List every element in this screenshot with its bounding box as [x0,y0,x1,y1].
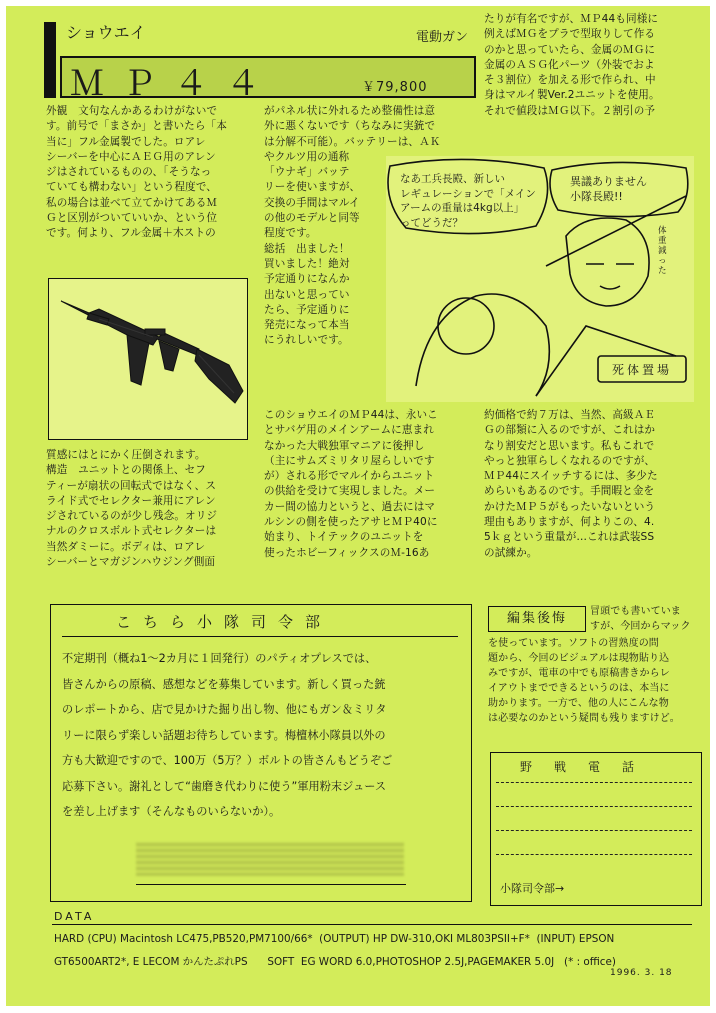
speech-bubble-left: なあ工兵長殿、新しい レギュレーションで「メイン アームの重量は4kg以上」 ってどうだ？ [400,173,536,229]
data-divider [52,924,692,925]
page-title: ＭＰ４４ [70,64,278,104]
brand-name: ショウエイ [66,23,146,42]
newsletter-page [6,6,710,1006]
afterword-text-right: 冒頭でも書いていま すが、今回からマック [590,606,691,632]
article-col2-top: がパネル状に外れるため整備性は意 外に悪くないです（ちなみに実銃で は分解不可能）。バッテリーは、ＡＫ やクルツ用の通称 「ウナギ」バッテ リーを使いますが、 交換の手間はマルイ の他のモデルと同等 程度です。 総括 出ました！ 買いました！絶対 予定通りになんか 出ないと思ってい たら、予定通りに 発売になって本当 にうれしいです。 [264,105,441,347]
phone-line-1 [496,782,692,783]
notice-title: こちら小隊司令部 [116,613,333,631]
redacted-signature [136,842,404,876]
product-price: ￥79,800 [362,80,428,95]
afterword-label: 編集後悔 [488,606,586,632]
rifle-icon [49,279,247,439]
field-phone-footer: 小隊司令部→ [500,882,565,895]
article-col3-bottom: 約価格で約７万は、当然、高級ＡＥ Ｇの部類に入るのですが、これはか なり割安だと思います。私もこれで やっと独軍らしくなれるのですが、 ＭＰ44にスイッチするには、多少た めらいもあるのです。手間暇と金を かけたＭＰ５がもったいないという 理由もありますが、何よりこの、4. 5ｋｇという重量が…これは武装SS の試練か。 [484,409,658,559]
data-line-1: HARD (CPU) Macintosh LC475,PB520,PM7100/66* (OUTPUT) HP DW-310,OKI ML803PSII+F* (INPUT) EPSON [54,933,615,945]
notice-title-divider [62,636,458,637]
cartoon-side-note: 体 重 減 っ た [658,226,667,276]
article-wide-text: このショウエイのＭＰ44は、永いこ とサバゲ用のメインアームに恵まれ なかった大戦独軍マニアに後押し （主にサムズミリタリ屋らしいです が）される形でマルイからユニット の供給を受けて実現しました。メー カー間の協力というと、過去にはマ ルシンの側を使ったアサヒＭＰ40に 始まり、トイテックのユニットを 使ったホビーフィックスのＭ-16あ [264,409,438,559]
article-col1-bottom: 質感にはとにかく圧倒されます。 構造 ユニットとの関係上、セフ ティーが扇状の回転式ではなく、ス ライド式でセレクター兼用にアレン ジされているのが少し残念。オリジ ナルのクロスボルト式セレクターは 当然ダミーに。ボディは、ロアレ シーバーとマガジンハウジング側面 [46,449,218,569]
issue-date: 1996. 3. 18 [610,968,673,978]
data-label: DATA [54,910,95,923]
phone-line-4 [496,854,692,855]
cartoon-illustration [386,156,694,402]
phone-line-2 [496,806,692,807]
data-line-2: GT6500ART2*, E LECOM かんたぷれPS SOFT EG WORD 6.0,PHOTOSHOP 2.5J,PAGEMAKER 5.0J (* : office) [54,956,616,968]
product-category: 電動ガン [416,30,469,45]
rifle-photo [48,278,248,440]
article-col3-top: たりが有名ですが、ＭＰ44も同様に 例えばＭＧをプラで型取りして作る のかと思っていたら、金属のＭＧに 金属のＡＳＧ化パーツ（外装でおよ そ３割位）を加える形で作られ、中 身はマルイ製Ver.2ユニットを使用。 それで値段はＭＧ以下。２割引の予 [484,13,660,117]
article-col1-top: 外観 文句なんかあるわけがないで す。前号で「まさか」と書いたら「本 当に」フル金属製でした。ロアレ シーバーを中心にＡＥＧ用のアレン ジはされているものの、「そうなっ ていても構わない」という程度で、 私の場合は並べて立てかけてあるＭ Ｇと区別がついていいか、という位 です。何より、フル金属＋木ストの [46,105,227,240]
title-bar-accent [44,22,56,98]
field-phone-title: 野戦電話 [520,760,657,774]
speech-bubble-right: 異議ありません 小隊長殿!! [570,175,647,203]
afterword-text: を使っています。ソフトの習熟度の問 題から、今回のビジュアルは現物貼り込 みですが、電車の中でも原稿書きからレ イアウトまでできるというのは、本当に 助かります。一方で、他の人にこんな物 は必要なのかという疑問も残りますけど。 [488,638,680,724]
signature-line [136,884,406,885]
phone-line-3 [496,830,692,831]
notice-body: 不定期刊（概ね1〜2カ月に１回発行）のパティオプレスでは、 皆さんからの原稿、感想などを募集しています。新しく買った銃 のレポートから、店で見かけた掘り出し物、他にもガン＆ミリタ リーに限らず楽しい話題お待ちしています。梅檀林小隊員以外の 方も大歓迎ですので、100万（5万？）ボルトの皆さんもどうぞご 応募下さい。謝礼として“歯磨き代わりに使う”軍用粉末ジュース を差し上げます（そんなものいらないか）。 [62,652,393,818]
cartoon-sign: 死体置場 [612,363,673,377]
